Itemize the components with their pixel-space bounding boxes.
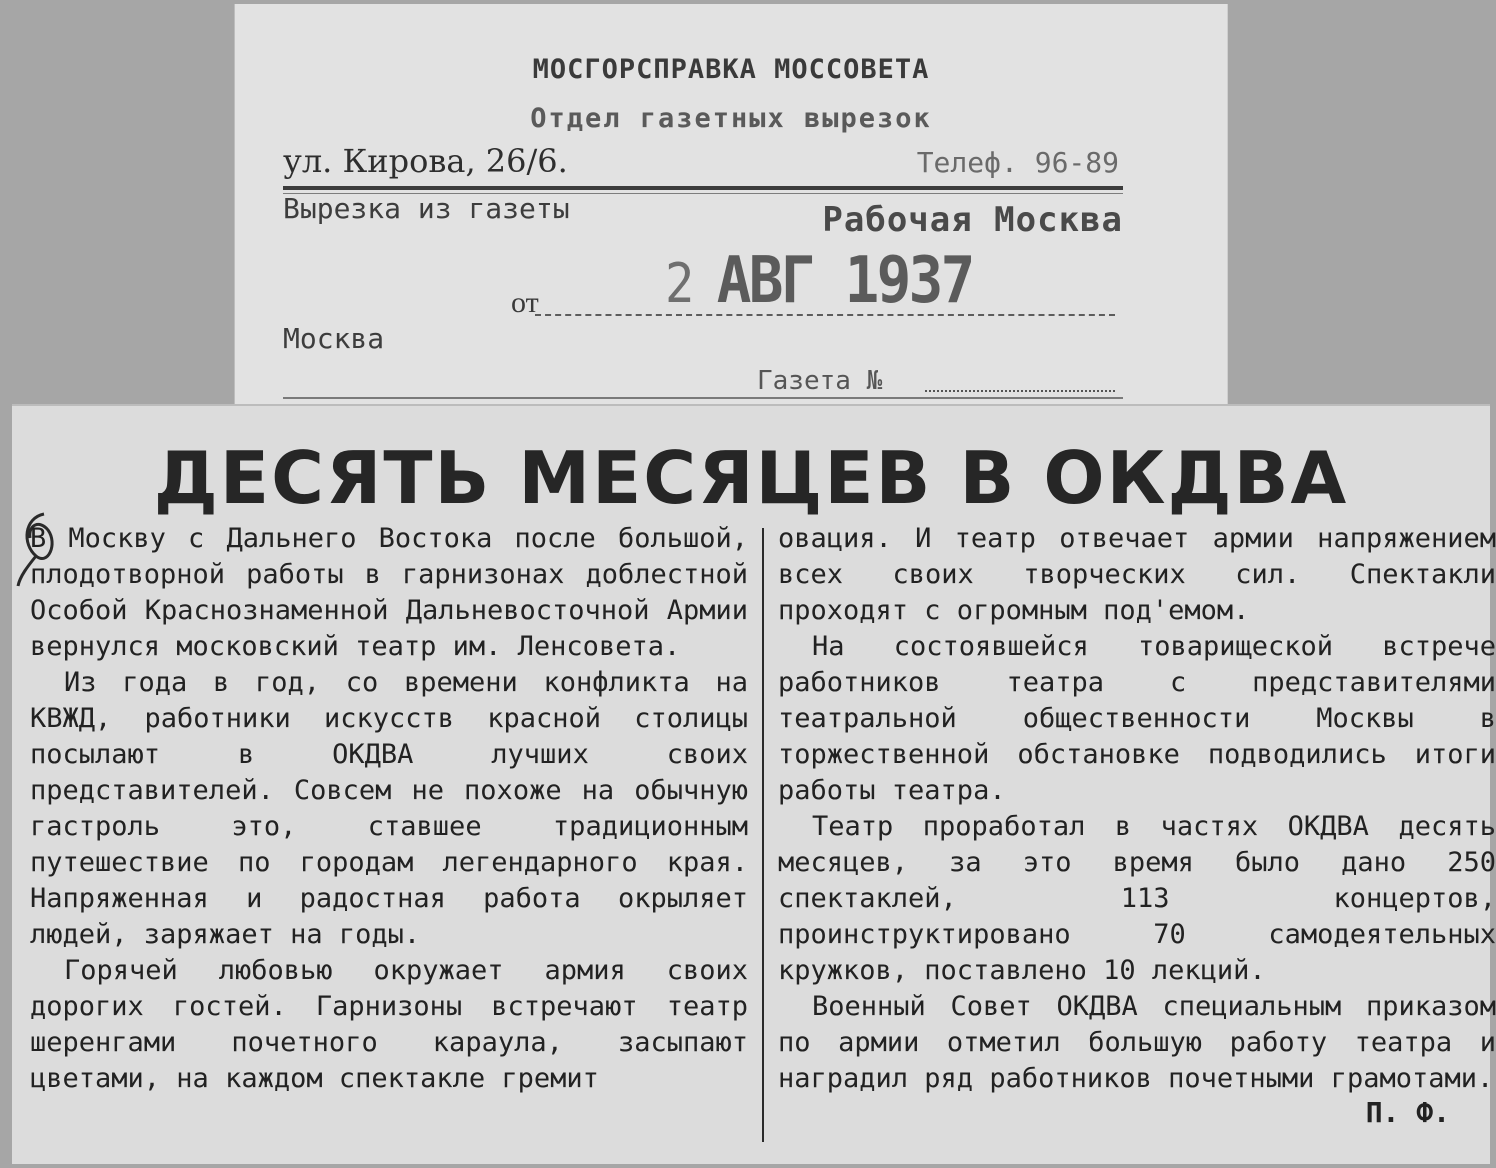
paragraph: На состоявшейся товарищеской встрече работников театра с представителями театральной общественности Москвы в торжественной обстановке подводились итоги работы театра. <box>778 631 1496 806</box>
bureau-address: ул. Кирова, 26/6. <box>283 142 568 180</box>
paragraph: В Москву с Дальнего Востока после большой, плодотворной работы в гарнизонах доблестной Особой Краснознаменной Дальневосточной Армии вернулся московский театр им. Ленсовета. <box>30 523 748 662</box>
slip-bottom-rule <box>283 397 1123 399</box>
date-stamp-month-year: АВГ 1937 <box>716 244 973 318</box>
department-name: Отдел газетных вырезок <box>530 103 932 134</box>
date-stamp-day: 2 <box>665 252 692 315</box>
newspaper-name: Рабочая Москва <box>822 200 1123 240</box>
issue-number-label: Газета № <box>757 366 883 396</box>
slip-rule <box>283 186 1123 190</box>
bureau-phone: Телеф. 96-89 <box>916 146 1119 179</box>
article-headline: ДЕСЯТЬ МЕСЯЦЕВ В ОКДВА <box>153 436 1349 520</box>
column-divider <box>762 528 764 1142</box>
paragraph: Военный Совет ОКДВА специальным приказом по армии отметил большую работу театра и наградил ряд работников почетными грамотами. <box>778 991 1496 1094</box>
cut-from-label: Вырезка из газеты <box>283 192 570 225</box>
date-stamp <box>665 244 973 318</box>
city-label: Москва <box>283 322 385 355</box>
from-label: от <box>511 286 539 319</box>
issue-number-line <box>925 390 1115 392</box>
author-signature: П. Ф. <box>1365 1096 1450 1129</box>
paragraph: овация. И театр отвечает армии напряжением всех своих творческих сил. Спектакли проходят с огромным под'емом. <box>778 523 1496 626</box>
article-left-column <box>30 521 748 1097</box>
article-right-column <box>778 521 1496 1097</box>
press-cutting-slip <box>234 4 1228 412</box>
paragraph: Из года в год, со времени конфликта на КВЖД, работники искусств красной столицы посылают в ОКДВА лучших своих представителей. Совсем не похоже на обычную гастроль это, ставшее традиционным путешествие по городам легендарного края. Напряженная и радостная работа окрыляет людей, заряжает на годы. <box>30 667 748 950</box>
bureau-name: МОСГОРСПРАВКА МОССОВЕТА <box>532 54 930 85</box>
paragraph: Горячей любовью окружает армия своих дорогих гостей. Гарнизоны встречают театр шеренгами почетного караула, засыпают цветами, на каждом спектакле гремит <box>30 955 748 1094</box>
newspaper-clipping <box>12 404 1496 1164</box>
paragraph: Театр проработал в частях ОКДВА десять месяцев, за это время было дано 250 спектаклей, 113 концертов, проинструктировано 70 самодеятельных кружков, поставлено 10 лекций. <box>778 811 1496 986</box>
